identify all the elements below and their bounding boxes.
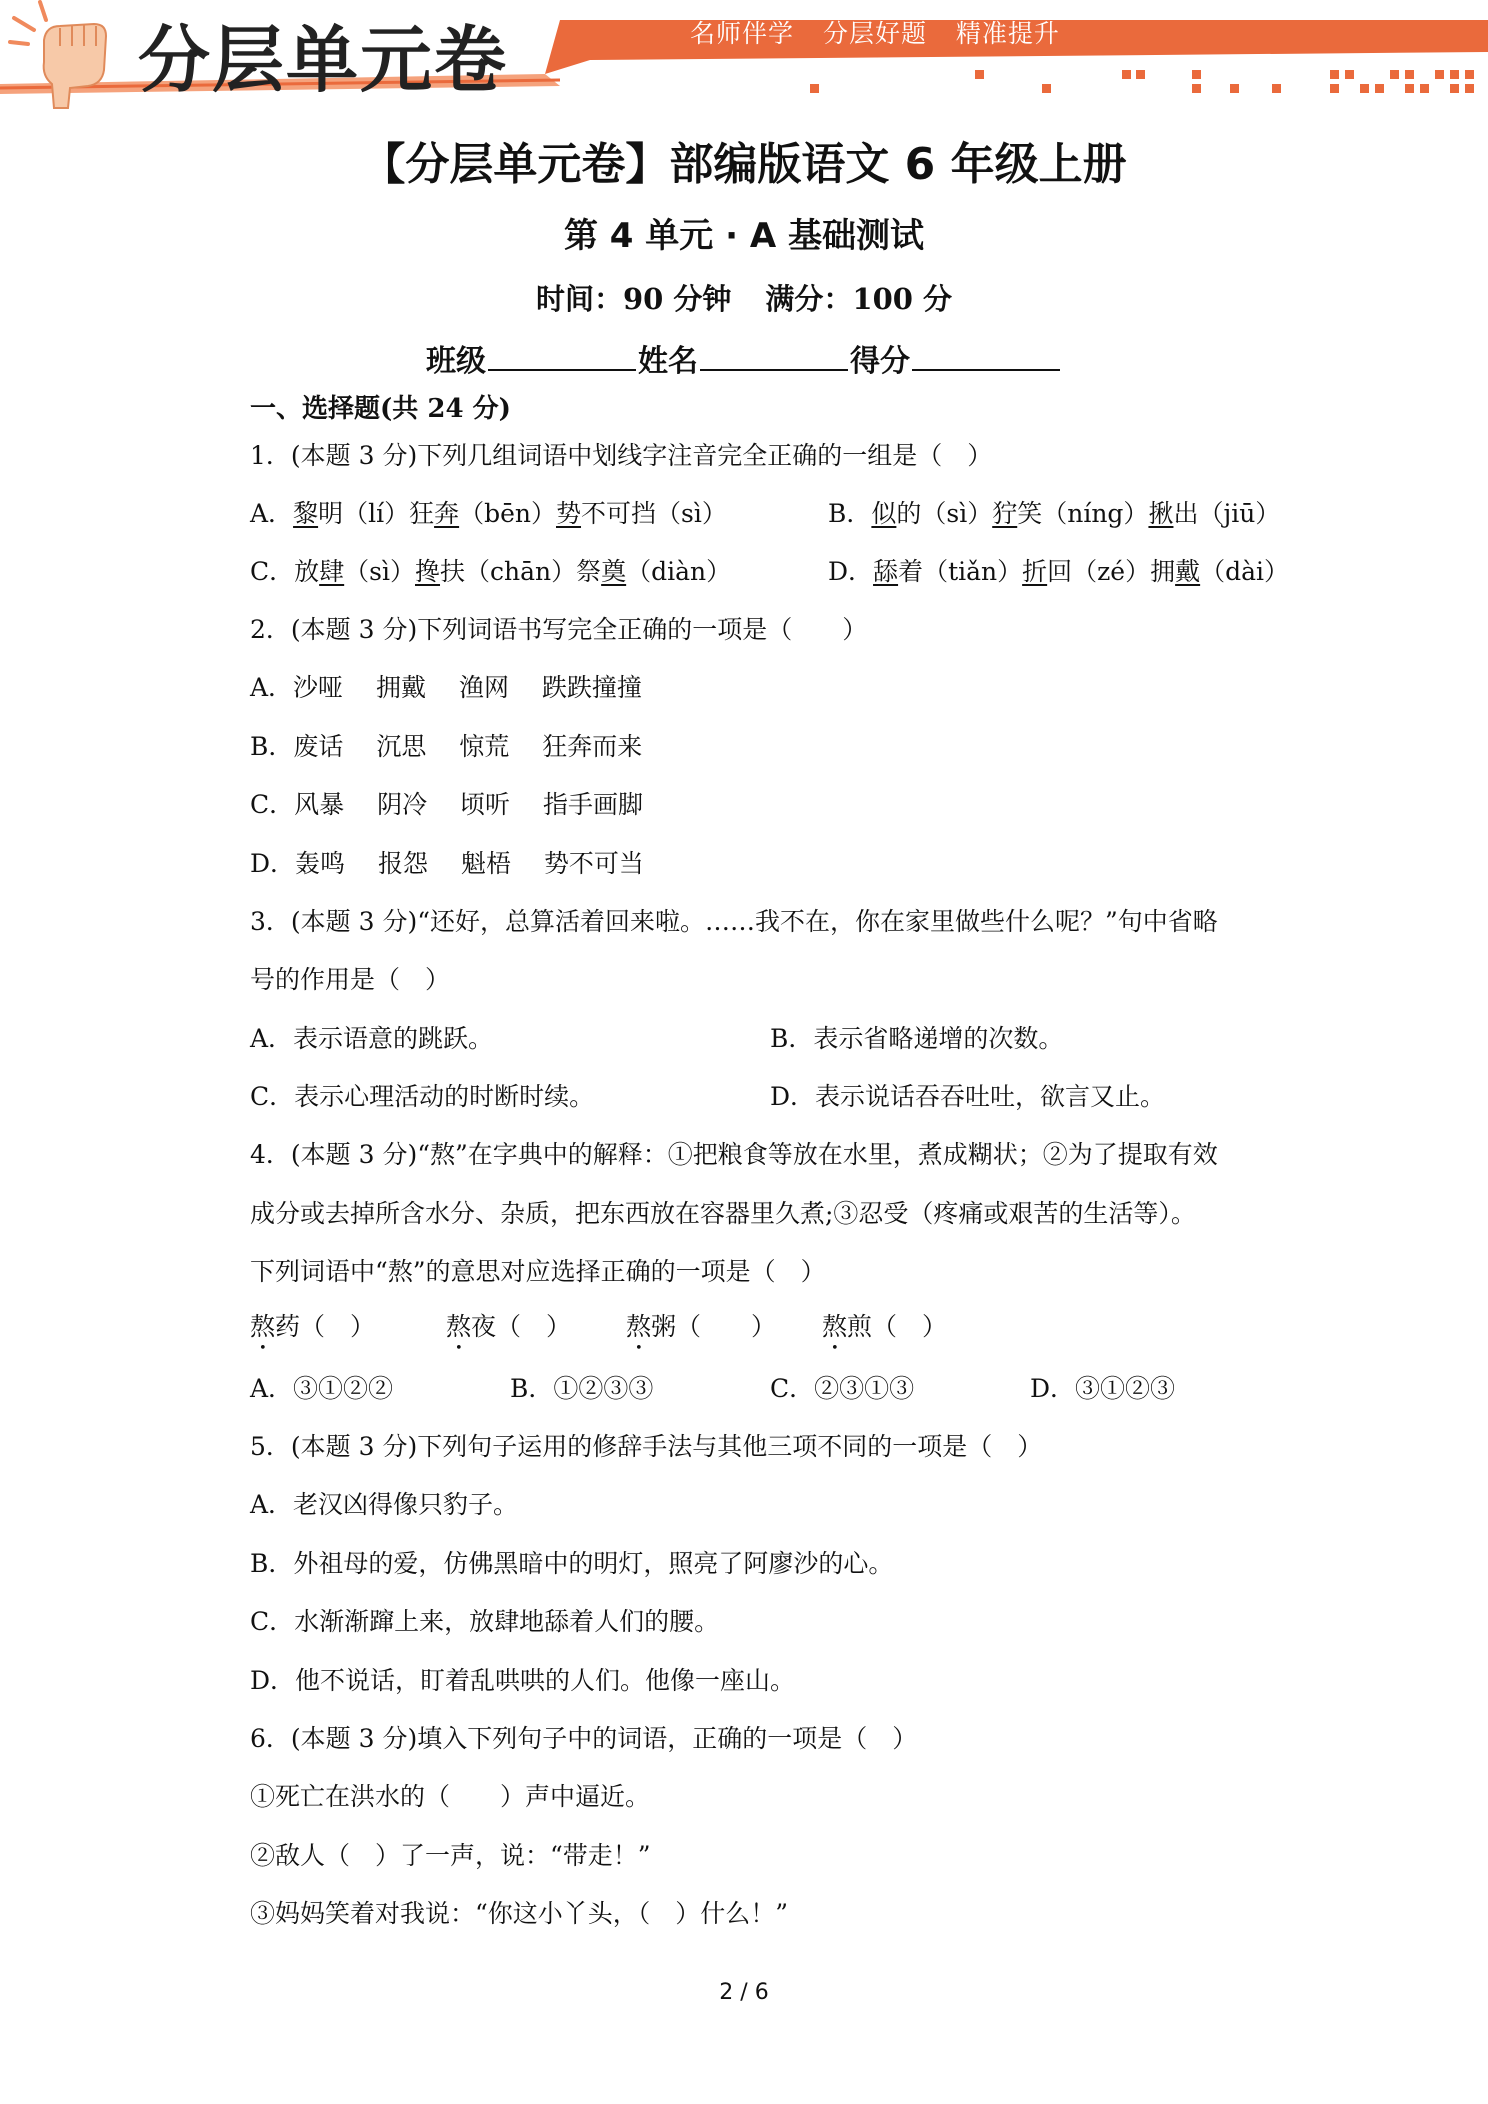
q3-option-c: C．表示心理活动的时断时续。 bbox=[250, 1082, 595, 1111]
q1-option-c: C．放肆（sì）搀扶（chān）祭奠（diàn） bbox=[250, 557, 732, 586]
section-title: 一、选择题(共 24 分) bbox=[250, 394, 511, 424]
q3-option-b: B．表示省略递增的次数。 bbox=[770, 1024, 1064, 1053]
q4-stem-line3: 下列词语中“熬”的意思对应选择正确的一项是（ ） bbox=[250, 1257, 826, 1286]
q1-option-b: B．似的（sì）狞笑（níng）揪出（jiū） bbox=[828, 499, 1281, 528]
q5-stem: 5．(本题 3 分)下列句子运用的修辞手法与其他三项不同的一项是（ ） bbox=[250, 1432, 1043, 1461]
q4-option-b: B．①②③③ bbox=[510, 1374, 654, 1403]
q5-option-b: B．外祖母的爱，仿佛黑暗中的明灯，照亮了阿廖沙的心。 bbox=[250, 1549, 894, 1578]
name-label: 姓名 bbox=[638, 344, 698, 379]
time-label: 时间：90 分钟 bbox=[535, 282, 732, 316]
fist-icon bbox=[6, 0, 126, 110]
q4-stem-line1: 4．(本题 3 分)“熬”在字典中的解释：①把粮食等放在水里，煮成糊状；②为了提取有效 bbox=[250, 1140, 1218, 1169]
decor-squares bbox=[810, 70, 1474, 93]
q6-sentence-2: ②敌人（ ）了一声，说：“带走！” bbox=[250, 1841, 651, 1870]
q3-option-d: D．表示说话吞吞吐吐，欲言又止。 bbox=[770, 1082, 1166, 1111]
q5-option-a: A．老汉凶得像只豹子。 bbox=[250, 1490, 519, 1519]
q6-sentence-1: ①死亡在洪水的（ ）声中逼近。 bbox=[250, 1782, 651, 1811]
grade-blank[interactable] bbox=[912, 341, 1060, 371]
q6-stem: 6．(本题 3 分)填入下列句子中的词语，正确的一项是（ ） bbox=[250, 1724, 918, 1753]
q4-word-1: 熬药（ ） bbox=[250, 1312, 376, 1341]
q2-option-a: A．沙哑 拥戴 渔网 跌跌撞撞 bbox=[250, 673, 642, 702]
q2-option-c: C．风暴 阴冷 顷听 指手画脚 bbox=[250, 790, 643, 819]
student-info-line bbox=[0, 336, 1488, 380]
page-number: 2 / 6 bbox=[719, 1980, 769, 2005]
q4-option-c: C．②③①③ bbox=[770, 1374, 915, 1403]
grade-label: 得分 bbox=[850, 344, 910, 379]
brand-title: 分层单元卷 bbox=[138, 18, 509, 102]
q2-option-d: D．轰鸣 报怨 魁梧 势不可当 bbox=[250, 849, 644, 878]
q3-stem-line1: 3．(本题 3 分)“还好，总算活着回来啦。……我不在，你在家里做些什么呢？”句中省略 bbox=[250, 907, 1218, 936]
brand-slogan: 名师伴学 分层好题 精准提升 bbox=[690, 19, 1060, 48]
q1-stem: 1．(本题 3 分)下列几组词语中划线字注音完全正确的一组是（ ） bbox=[250, 441, 993, 470]
q2-stem: 2．(本题 3 分)下列词语书写完全正确的一项是（ ） bbox=[250, 615, 868, 644]
time-score-line bbox=[0, 277, 1488, 318]
class-label: 班级 bbox=[426, 344, 486, 379]
header-banner bbox=[0, 0, 1488, 100]
document-title: 【分层单元卷】部编版语文 6 年级上册 bbox=[361, 139, 1127, 190]
q3-stem-line2: 号的作用是（ ） bbox=[250, 965, 451, 994]
q6-sentence-3: ③妈妈笑着对我说：“你这小丫头，（ ）什么！” bbox=[250, 1899, 789, 1928]
q5-option-d: D．他不说话，盯着乱哄哄的人们。他像一座山。 bbox=[250, 1666, 796, 1695]
q4-stem-line2: 成分或去掉所含水分、杂质，把东西放在容器里久煮;③忍受（疼痛或艰苦的生活等）。 bbox=[250, 1199, 1196, 1228]
class-blank[interactable] bbox=[488, 341, 636, 371]
q4-word-4: 熬煎（ ） bbox=[822, 1312, 948, 1341]
q4-word-2: 熬夜（ ） bbox=[446, 1312, 572, 1341]
unit-title: 第 4 单元 · A 基础测试 bbox=[563, 216, 925, 256]
q4-word-3: 熬粥（ ） bbox=[626, 1312, 777, 1341]
q4-option-a: A．③①②② bbox=[250, 1374, 394, 1403]
q5-option-c: C．水渐渐蹿上来，放肆地舔着人们的腰。 bbox=[250, 1607, 720, 1636]
q1-option-a: A．黎明（lí）狂奔（bēn）势不可挡（sì） bbox=[250, 499, 727, 528]
q2-option-b: B．废话 沉思 惊荒 狂奔而来 bbox=[250, 732, 643, 761]
name-blank[interactable] bbox=[700, 341, 848, 371]
q1-option-d: D．舔着（tiǎn）折回（zé）拥戴（dài） bbox=[828, 557, 1290, 586]
q3-option-a: A．表示语意的跳跃。 bbox=[250, 1024, 494, 1053]
q4-option-d: D．③①②③ bbox=[1030, 1374, 1176, 1403]
score-label: 满分：100 分 bbox=[765, 282, 953, 316]
